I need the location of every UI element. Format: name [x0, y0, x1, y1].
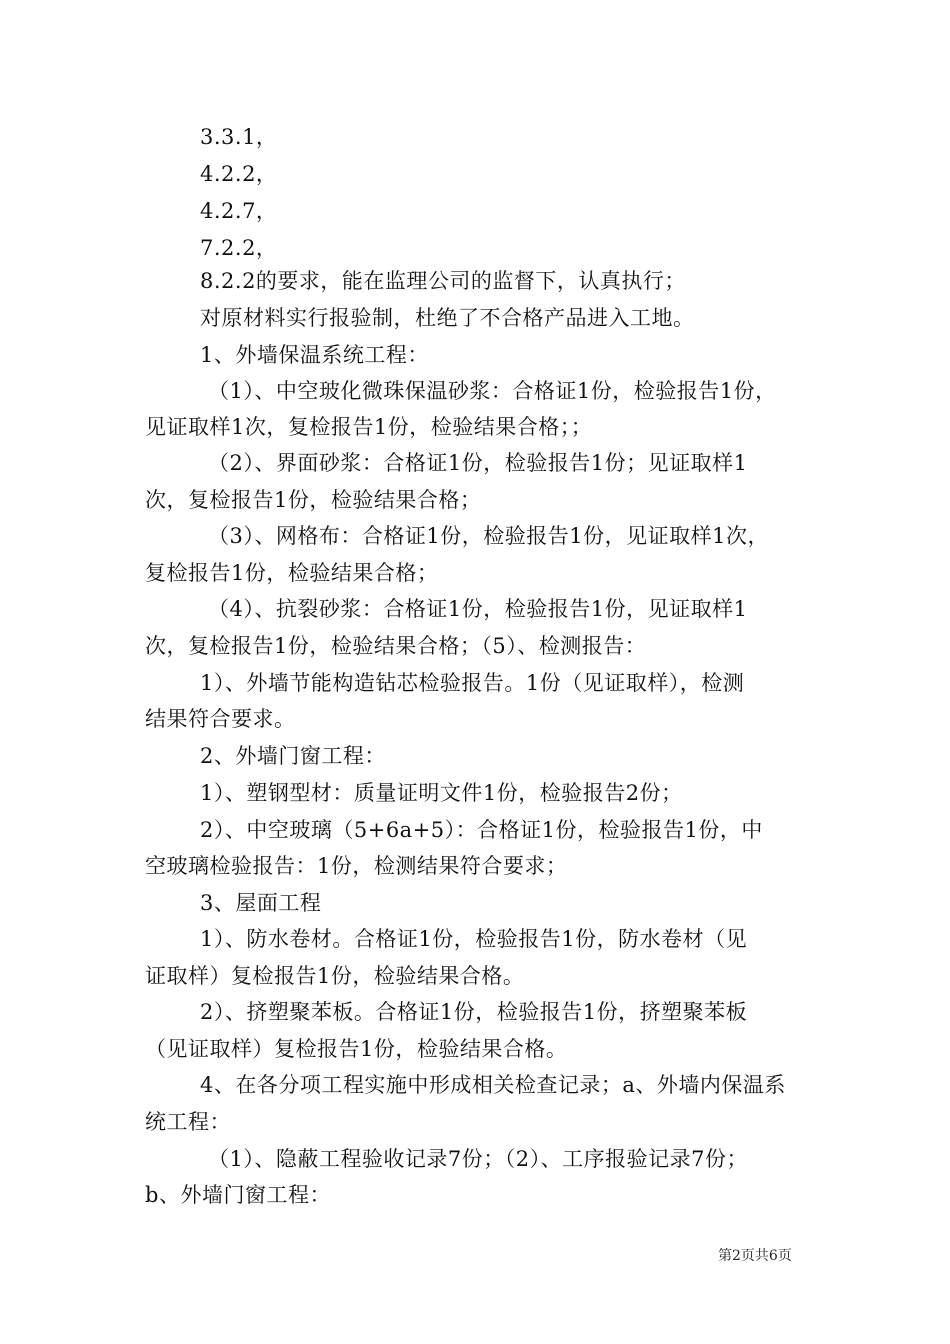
page-number: 第2页共6页 [718, 1248, 792, 1264]
text-line: 空玻璃检验报告：1份，检测结果符合要求； [145, 854, 568, 878]
text-line: 1）、塑钢型材：质量证明文件1份，检验报告2份； [200, 781, 683, 805]
text-line: （4）、抗裂砂浆：合格证1份，检验报告1份，见证取样1 [208, 597, 748, 621]
text-line: 结果符合要求。 [145, 707, 296, 731]
text-line: 证取样）复检报告1份，检验结果合格。 [145, 964, 525, 988]
text-line: 2、外墙门窗工程： [200, 744, 386, 768]
text-line: 见证取样1次，复检报告1份，检验结果合格；； [145, 415, 593, 439]
text-line: 2）、中空玻璃（5+6a+5）：合格证1份，检验报告1份，中 [200, 818, 763, 842]
text-line: 4.2.7， [200, 199, 278, 223]
text-line: 3.3.1， [200, 125, 278, 149]
text-line: 8.2.2的要求，能在监理公司的监督下，认真执行； [200, 269, 686, 293]
text-line: 4.2.2， [200, 162, 278, 186]
text-line: 3、屋面工程 [200, 891, 322, 915]
text-line: （见证取样）复检报告1份，检验结果合格。 [145, 1037, 568, 1061]
text-line: b、外墙门窗工程： [145, 1183, 331, 1207]
text-line: 次，复检报告1份，检验结果合格；（5）、检测报告： [145, 634, 647, 658]
text-line: 复检报告1份，检验结果合格； [145, 561, 439, 585]
text-line: 2）、挤塑聚苯板。合格证1份，检验报告1份，挤塑聚苯板 [200, 1000, 748, 1024]
text-line: （1）、中空玻化微珠保温砂浆：合格证1份，检验报告1份， [208, 379, 777, 403]
text-line: （3）、网格布：合格证1份，检验报告1份，见证取样1次， [208, 524, 769, 548]
text-line: （2）、界面砂浆：合格证1份，检验报告1份；见证取样1 [208, 451, 748, 475]
text-line: 次，复检报告1份，检验结果合格； [145, 488, 482, 512]
text-line: 对原材料实行报验制，杜绝了不合格产品进入工地。 [200, 306, 695, 330]
text-line: 1）、防水卷材。合格证1份，检验报告1份，防水卷材（见 [200, 927, 748, 951]
text-line: 统工程： [145, 1110, 231, 1134]
text-line: 4、在各分项工程实施中形成相关检查记录；a、外墙内保温系 [200, 1073, 786, 1097]
text-line: 1）、外墙节能构造钻芯检验报告。1份（见证取样），检测 [200, 671, 745, 695]
text-line: （1）、隐蔽工程验收记录7份；（2）、工序报验记录7份； [208, 1147, 748, 1171]
text-line: 7.2.2， [200, 236, 278, 260]
text-line: 1、外墙保温系统工程： [200, 343, 429, 367]
